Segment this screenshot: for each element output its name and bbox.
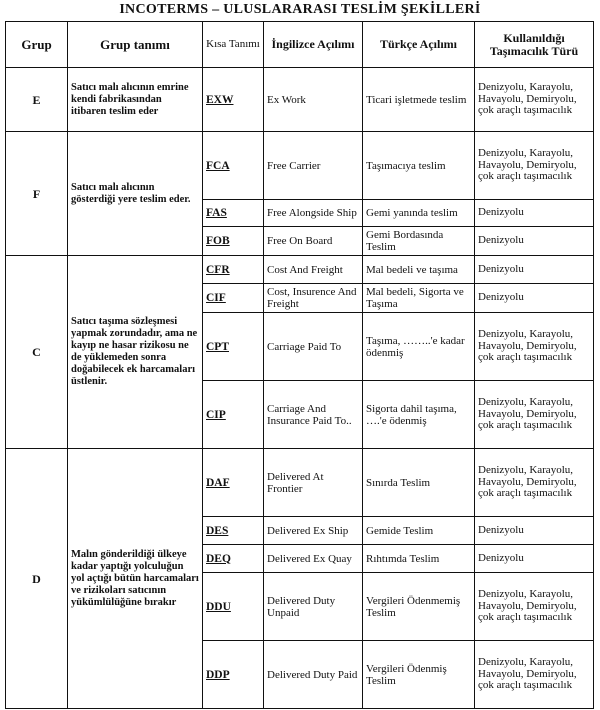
term-transport: Denizyolu (475, 227, 594, 256)
term-turkish: Vergileri Ödenmemiş Teslim (363, 573, 475, 641)
group-label: D (6, 449, 68, 709)
group-label: C (6, 256, 68, 449)
term-turkish: Gemi yanında teslim (363, 200, 475, 227)
header-ingilizce: İngilizce Açılımı (264, 22, 363, 68)
term-code: FOB (203, 227, 264, 256)
header-tasimacilik: Kullanıldığı Taşımacılık Türü (475, 22, 594, 68)
term-transport: Denizyolu, Karayolu, Havayolu, Demiryolu, çok araçlı taşımacılık (475, 573, 594, 641)
term-transport: Denizyolu (475, 545, 594, 573)
group-label: F (6, 132, 68, 256)
term-turkish: Mal bedeli ve taşıma (363, 256, 475, 284)
term-code: DES (203, 517, 264, 545)
term-transport: Denizyolu (475, 284, 594, 313)
header-turkce: Türkçe Açılımı (363, 22, 475, 68)
term-code: DEQ (203, 545, 264, 573)
term-turkish: Gemi Bordasında Teslim (363, 227, 475, 256)
group-description: Satıcı malı alıcının gösterdiği yere teslim eder. (68, 132, 203, 256)
term-code: CIF (203, 284, 264, 313)
term-turkish: Sigorta dahil taşıma, ….'e ödenmiş (363, 381, 475, 449)
term-turkish: Taşımacıya teslim (363, 132, 475, 200)
page-title: INCOTERMS – ULUSLARARASI TESLİM ŞEKİLLERİ (119, 2, 481, 17)
term-transport: Denizyolu, Karayolu, Havayolu, Demiryolu, çok araçlı taşımacılık (475, 381, 594, 449)
term-turkish: Taşıma, ……..'e kadar ödenmiş (363, 313, 475, 381)
term-english: Delivered Ex Ship (264, 517, 363, 545)
term-english: Delivered At Frontier (264, 449, 363, 517)
term-turkish: Gemide Teslim (363, 517, 475, 545)
term-code: DDP (203, 641, 264, 709)
table-row (6, 68, 594, 132)
term-turkish: Mal bedeli, Sigorta ve Taşıma (363, 284, 475, 313)
group-label: E (6, 68, 68, 132)
term-turkish: Vergileri Ödenmiş Teslim (363, 641, 475, 709)
term-transport: Denizyolu, Karayolu, Havayolu, Demiryolu, çok araçlı taşımacılık (475, 68, 594, 132)
term-english: Free Carrier (264, 132, 363, 200)
term-english: Cost And Freight (264, 256, 363, 284)
term-code: FAS (203, 200, 264, 227)
group-description: Satıcı taşıma sözleşmesi yapmak zorundadır, ama ne kayıp ne hasar rizikosu ne de yüklemeden sonra doğabilecek ek harcamaları üstlenir. (68, 256, 203, 449)
term-code: CPT (203, 313, 264, 381)
table-row (6, 132, 594, 200)
term-transport: Denizyolu (475, 200, 594, 227)
term-english: Delivered Ex Quay (264, 545, 363, 573)
term-turkish: Ticari işletmede teslim (363, 68, 475, 132)
term-code: EXW (203, 68, 264, 132)
term-english: Delivered Duty Unpaid (264, 573, 363, 641)
term-code: FCA (203, 132, 264, 200)
term-english: Free Alongside Ship (264, 200, 363, 227)
term-english: Carriage And Insurance Paid To.. (264, 381, 363, 449)
header-row (6, 22, 594, 68)
term-english: Carriage Paid To (264, 313, 363, 381)
header-grup-tanimi: Grup tanımı (68, 22, 203, 68)
header-grup: Grup (6, 22, 68, 68)
term-code: CFR (203, 256, 264, 284)
term-transport: Denizyolu, Karayolu, Havayolu, Demiryolu, çok araçlı taşımacılık (475, 641, 594, 709)
term-english: Free On Board (264, 227, 363, 256)
term-transport: Denizyolu, Karayolu, Havayolu, Demiryolu, çok araçlı taşımacılık (475, 132, 594, 200)
term-turkish: Rıhtımda Teslim (363, 545, 475, 573)
header-kisa-tanimi: Kısa Tanımı (203, 22, 264, 68)
term-turkish: Sınırda Teslim (363, 449, 475, 517)
term-english: Delivered Duty Paid (264, 641, 363, 709)
incoterms-table (5, 21, 594, 709)
term-english: Cost, Insurence And Freight (264, 284, 363, 313)
term-transport: Denizyolu (475, 256, 594, 284)
table-row (6, 256, 594, 284)
term-transport: Denizyolu (475, 517, 594, 545)
table-row (6, 449, 594, 517)
term-english: Ex Work (264, 68, 363, 132)
term-transport: Denizyolu, Karayolu, Havayolu, Demiryolu, çok araçlı taşımacılık (475, 313, 594, 381)
group-description: Malın gönderildiği ülkeye kadar yaptığı yolculuğun yol açtığı bütün harcamaları ve rizikoları satıcının yükümlülüğüne bırakır (68, 449, 203, 709)
group-description: Satıcı malı alıcının emrine kendi fabrikasından itibaren teslim eder (68, 68, 203, 132)
term-code: DAF (203, 449, 264, 517)
term-code: CIP (203, 381, 264, 449)
term-code: DDU (203, 573, 264, 641)
term-transport: Denizyolu, Karayolu, Havayolu, Demiryolu, çok araçlı taşımacılık (475, 449, 594, 517)
